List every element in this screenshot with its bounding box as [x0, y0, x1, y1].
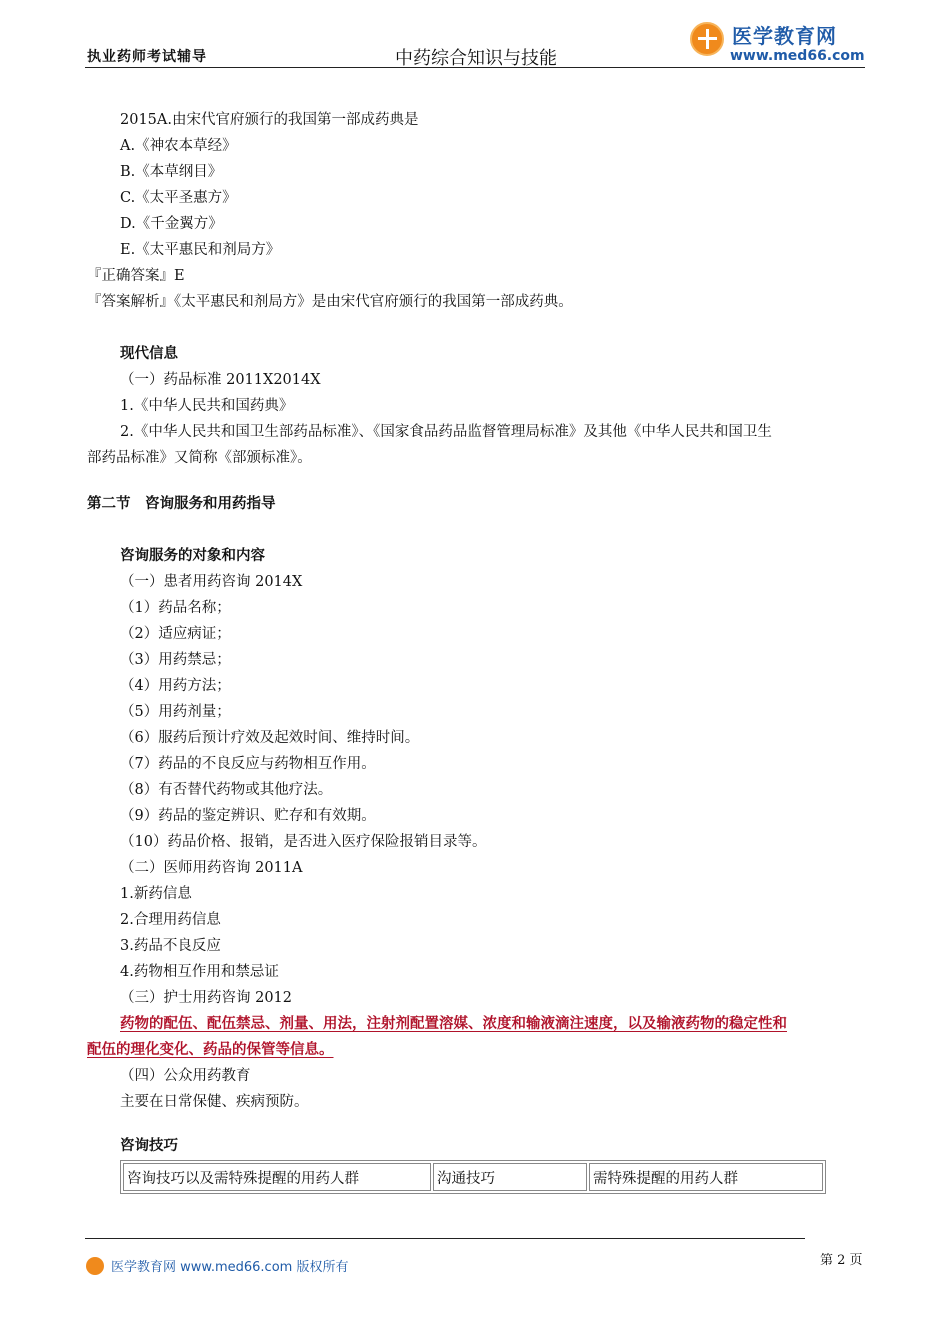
option-a: A.《神农本草经》 [120, 138, 237, 154]
medical-cross-icon [690, 22, 724, 56]
nurse-highlight-line2: 配伍的理化变化、药品的保管等信息。 [87, 1042, 334, 1058]
table-row [123, 1163, 823, 1191]
section-heading: 第二节 咨询服务和用药指导 [87, 496, 276, 512]
list-item: 3.药品不良反应 [120, 938, 221, 954]
public-education-text: 主要在日常保健、疾病预防。 [120, 1094, 309, 1110]
header-left-title: 执业药师考试辅导 [87, 49, 207, 65]
table-cell: 沟通技巧 [433, 1163, 587, 1191]
list-item: （10）药品价格、报销，是否进入医疗保险报销目录等。 [120, 834, 487, 850]
list-item: 1.新药信息 [120, 886, 192, 902]
answer-analysis: 『答案解析』《太平惠民和剂局方》是由宋代官府颁行的我国第一部成药典。 [87, 294, 573, 310]
medical-cross-icon [86, 1257, 104, 1275]
site-logo[interactable] [690, 20, 865, 66]
page-number: 第 2 页 [820, 1253, 863, 1268]
list-item: （9）药品的鉴定辨识、贮存和有效期。 [120, 808, 376, 824]
list-item: （1）药品名称； [120, 600, 231, 616]
footer-divider [85, 1238, 805, 1239]
correct-answer: 『正确答案』E [87, 268, 185, 284]
list-item: （4）用药方法； [120, 678, 231, 694]
logo-name: 医学教育网 [732, 24, 837, 48]
patient-consult-title: （一）患者用药咨询 2014X [120, 574, 303, 590]
list-item: （5）用药剂量； [120, 704, 231, 720]
list-item: （7）药品的不良反应与药物相互作用。 [120, 756, 376, 772]
modern-heading: 现代信息 [120, 346, 178, 362]
option-b: B.《本草纲目》 [120, 164, 223, 180]
list-item: （2）适应病证； [120, 626, 231, 642]
question-stem: 2015A.由宋代官府颁行的我国第一部成药典是 [120, 112, 419, 128]
list-item: （3）用药禁忌； [120, 652, 231, 668]
table-cell: 咨询技巧以及需特殊提醒的用药人群 [123, 1163, 431, 1191]
consult-subheading: 咨询服务的对象和内容 [120, 548, 265, 564]
modern-sub1: （一）药品标准 2011X2014X [120, 372, 321, 388]
modern-item2-line2: 部药品标准》又简称《部颁标准》。 [87, 450, 312, 466]
option-e: E.《太平惠民和剂局方》 [120, 242, 281, 258]
list-item: （6）服药后预计疗效及起效时间、维持时间。 [120, 730, 420, 746]
tips-table [120, 1160, 826, 1194]
option-d: D.《千金翼方》 [120, 216, 223, 232]
header-divider [85, 67, 865, 68]
list-item: 2.合理用药信息 [120, 912, 221, 928]
nurse-highlight-line1: 药物的配伍、配伍禁忌、剂量、用法，注射剂配置溶媒、浓度和输液滴注速度，以及输液药物的稳定性和 [120, 1016, 787, 1032]
footer-copyright: 医学教育网 www.med66.com 版权所有 [111, 1260, 349, 1275]
modern-item1: 1.《中华人民共和国药典》 [120, 398, 294, 414]
logo-url: www.med66.com [730, 48, 865, 64]
table-cell: 需特殊提醒的用药人群 [589, 1163, 823, 1191]
option-c: C.《太平圣惠方》 [120, 190, 237, 206]
list-item: （8）有否替代药物或其他疗法。 [120, 782, 333, 798]
tips-heading: 咨询技巧 [120, 1138, 178, 1154]
public-education-title: （四）公众用药教育 [120, 1068, 251, 1084]
doctor-consult-title: （二）医师用药咨询 2011A [120, 860, 303, 876]
list-item: 4.药物相互作用和禁忌证 [120, 964, 279, 980]
header-center-title: 中药综合知识与技能 [395, 48, 557, 69]
nurse-consult-title: （三）护士用药咨询 2012 [120, 990, 293, 1006]
modern-item2-line1: 2.《中华人民共和国卫生部药品标准》、《国家食品药品监督管理局标准》及其他《中华人民共和国卫生 [120, 424, 772, 440]
